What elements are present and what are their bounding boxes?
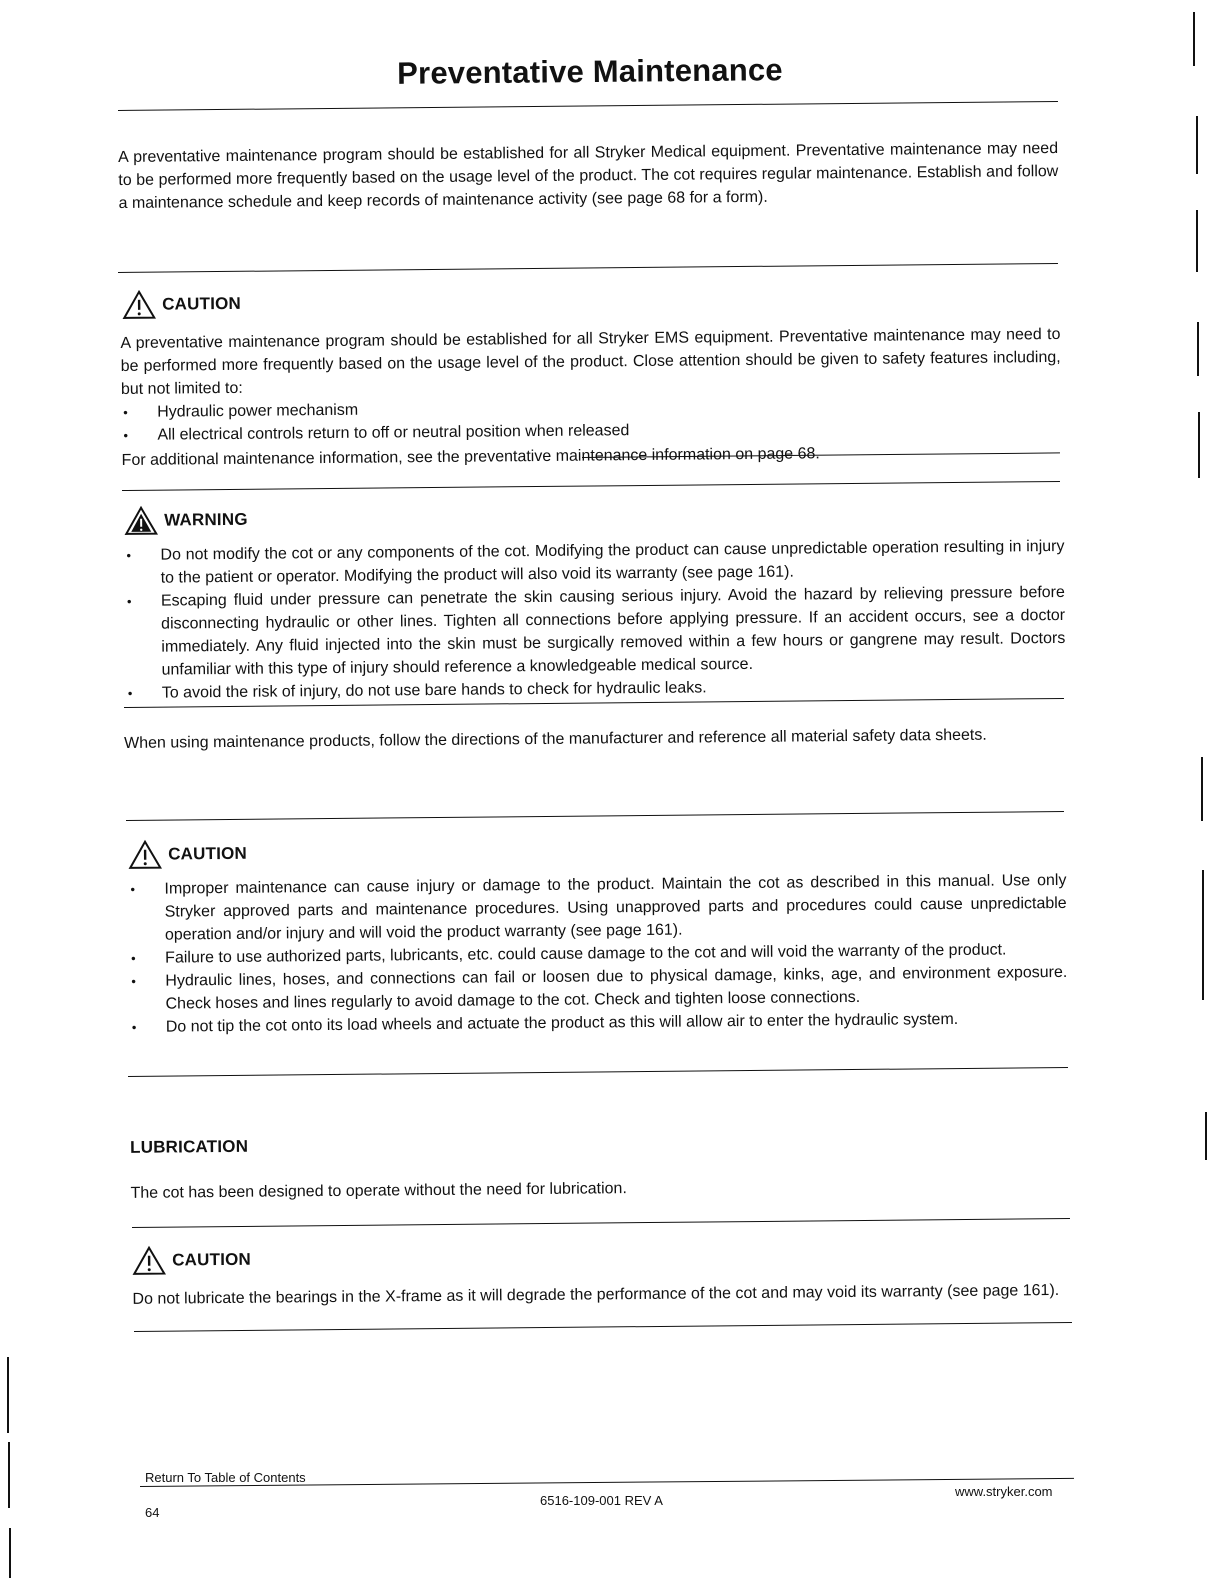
scan-edge-mark [7,1357,9,1433]
warning-label: WARNING [164,509,248,530]
caution-2-item-4: • Do not tip the cot onto its load wheels and actuate the product as this will allow air to enter the hydraulic system. [130,1007,1068,1039]
warning-triangle-icon [124,506,158,536]
msds-rule [126,811,1064,821]
page-title: Preventative Maintenance [397,52,783,91]
caution-1-rule-b [122,481,1060,491]
caution-2-label: CAUTION [168,843,248,864]
scan-edge-mark [1197,322,1199,376]
page-number: 64 [145,1505,160,1520]
intro-section [0,135,1222,213]
lubrication-rule [132,1218,1070,1228]
title-rule [118,101,1058,111]
scan-edge-mark [1205,1112,1207,1160]
caution-triangle-icon [122,290,156,320]
caution-2-box [0,829,1222,1036]
lubrication-text: The cot has been designed to operate without the need for lubrication. [130,1180,627,1202]
warning-item-3: • To avoid the risk of injury, do not use bare hands to check for hydraulic leaks. [126,673,1066,705]
caution-1-label: CAUTION [162,293,242,314]
caution-2-item-1: • Improper maintenance can cause injury or damage to the product. Maintain the cot as described in this manual. Use only Stryker approved parts and maintenance procedures. Using unapproved parts and procedures could cause unpredictable operation and/or injury and will void the product warranty (see page 161). [128,869,1067,947]
caution-2-list [128,869,1068,1039]
caution-2-item-2: • Failure to use authorized parts, lubricants, etc. could cause damage to the cot and will void the warranty of the product. [129,938,1067,970]
caution-2-rule [128,1067,1068,1077]
scan-edge-mark [8,1442,10,1508]
caution-1-box [0,279,1222,469]
caution-1-footer: For additional maintenance information, see the preventative maintenance information on page 68. [121,445,820,469]
caution-3-heading [132,1245,251,1276]
lubrication-section [0,1127,1222,1202]
caution-2-heading [128,839,247,870]
scan-edge-mark [1201,757,1203,821]
warning-box [0,495,1222,702]
toc-link[interactable]: Return To Table of Contents [145,1470,306,1485]
warning-item-1: • Do not modify the cot or any components of the cot. Modifying the product can cause unpredictable operation resulting in injury to the patient or operator. Modifying the product will also void its warranty (see page 161). [124,535,1064,590]
scan-edge-mark [1198,412,1200,478]
caution-3-text: Do not lubricate the bearings in the X-frame as it will degrade the performance of the cot and may void its warranty (see page 161). [132,1281,1060,1308]
msds-paragraph: When using maintenance products, follow the directions of the manufacturer and reference all material safety data sheets. [124,726,987,752]
caution-1-text: A preventative maintenance program should be established for all Stryker EMS equipment. Preventative maintenance may need to be performed more frequently based on the usage level of the product. Close attention should be given to safety features including, but not limited to: [120,325,1061,398]
caution-3-rule [134,1322,1072,1332]
caution-3-label: CAUTION [172,1249,252,1270]
warning-item-2: • Escaping fluid under pressure can penetrate the skin causing serious injury. Avoid the hazard by relieving pressure before disconnecting hydraulic or other lines. Tighten all connections before applying pressure. If an accident occurs, see a doctor immediately. Any fluid injected into the skin must be surgically removed within a few hours or gangrene may result. Doctors unfamiliar with this type of injury should reference a knowledgeable medical source. [125,581,1066,682]
intro-rule [118,263,1058,273]
doc-number: 6516-109-001 REV A [540,1493,663,1508]
scan-edge-mark [1193,12,1195,66]
caution-1-heading [122,289,241,320]
caution-1-list [121,392,1061,447]
caution-3-box [0,1235,1222,1308]
website: www.stryker.com [955,1484,1053,1499]
scan-edge-mark [9,1528,11,1578]
msds-section [0,721,1222,752]
caution-1-item-2: • All electrical controls return to off or neutral position when released [121,415,1061,447]
warning-heading [124,505,248,536]
warning-list [124,535,1066,705]
caution-2-item-3: • Hydraulic lines, hoses, and connections can fail or loosen due to physical damage, kinks, age, and environment exposure. Check hoses and lines regularly to avoid damage to the cot. Check and tighten loose connections. [129,961,1067,1016]
scan-edge-mark [1202,870,1204,1000]
scan-edge-mark [1196,210,1198,272]
lubrication-heading: LUBRICATION [129,1136,249,1157]
scan-edge-mark [1196,116,1198,174]
caution-triangle-icon [128,840,162,870]
intro-paragraph: A preventative maintenance program should be established for all Stryker Medical equipment. Preventative maintenance may need to be performed more frequently based on the usage level of the product. The cot requires regular maintenance. Establish and follow a maintenance schedule and keep records of maintenance activity (see page 68 for a form). [118,139,1059,213]
caution-triangle-icon [132,1246,166,1276]
caution-1-item-1: • Hydraulic power mechanism [121,392,1061,424]
